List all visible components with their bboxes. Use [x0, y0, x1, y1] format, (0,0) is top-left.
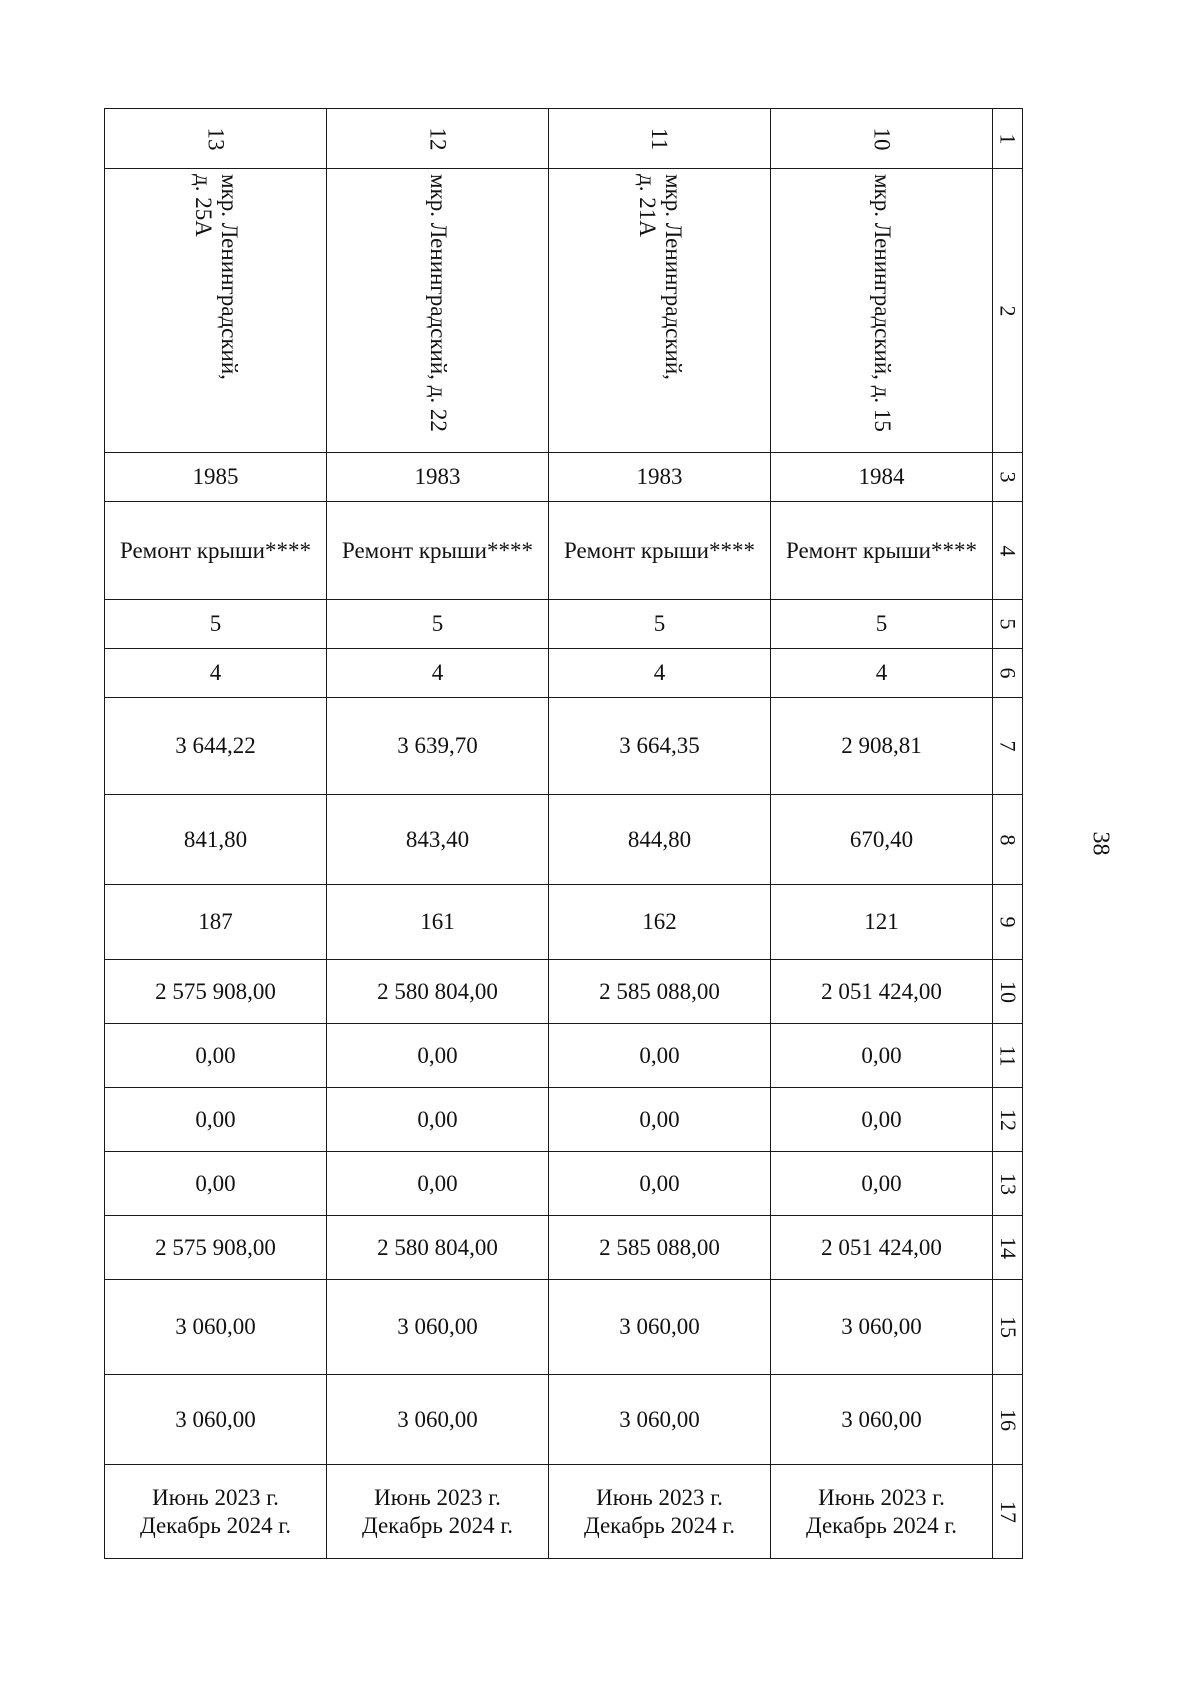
cell-period: Июнь 2023 г. Декабрь 2024 г. — [549, 1465, 771, 1559]
cell-fund-owner: 2 575 908,00 — [105, 1216, 327, 1280]
cell-total-area: 2 908,81 — [771, 698, 993, 795]
cell-total-area: 3 664,35 — [549, 698, 771, 795]
cell-address: мкр. Ленинградский, д. 21А — [549, 169, 771, 453]
cell-unit-cost-max: 3 060,00 — [549, 1375, 771, 1465]
table-row-residents — [105, 885, 1023, 960]
row-index: 7 — [993, 698, 1023, 795]
cell-residents: 161 — [327, 885, 549, 960]
cell-fund-b: 0,00 — [327, 1088, 549, 1152]
row-index: 5 — [993, 600, 1023, 649]
cell-num: 10 — [771, 109, 993, 169]
row-index: 3 — [993, 453, 1023, 502]
table-row-total-area — [105, 698, 1023, 795]
table-row-address — [105, 169, 1023, 453]
cell-fund-c: 0,00 — [771, 1152, 993, 1216]
cell-cost-total: 2 575 908,00 — [105, 960, 327, 1024]
row-index: 6 — [993, 649, 1023, 698]
cell-year: 1984 — [771, 453, 993, 502]
page-number: 38 — [1087, 831, 1114, 856]
row-index: 13 — [993, 1152, 1023, 1216]
cell-entrances: 4 — [549, 649, 771, 698]
cell-fund-a: 0,00 — [327, 1024, 549, 1088]
cell-address: мкр. Ленинградский, д. 15 — [771, 169, 993, 453]
table-row-unit-cost-max — [105, 1375, 1023, 1465]
row-index: 11 — [993, 1024, 1023, 1088]
cell-work-type: Ремонт крыши**** — [549, 502, 771, 600]
cell-unit-cost-max: 3 060,00 — [327, 1375, 549, 1465]
row-index: 2 — [993, 169, 1023, 453]
cell-work-type: Ремонт крыши**** — [327, 502, 549, 600]
cell-period: Июнь 2023 г. Декабрь 2024 г. — [327, 1465, 549, 1559]
cell-entrances: 4 — [105, 649, 327, 698]
cell-unit-cost: 3 060,00 — [771, 1280, 993, 1375]
row-index: 17 — [993, 1465, 1023, 1559]
cell-roof-area: 841,80 — [105, 795, 327, 885]
cell-unit-cost-max: 3 060,00 — [771, 1375, 993, 1465]
cell-year: 1985 — [105, 453, 327, 502]
cell-fund-b: 0,00 — [771, 1088, 993, 1152]
cell-fund-c: 0,00 — [327, 1152, 549, 1216]
table-row-period — [105, 1465, 1023, 1559]
cell-cost-total: 2 051 424,00 — [771, 960, 993, 1024]
cell-num: 13 — [105, 109, 327, 169]
cell-work-type: Ремонт крыши**** — [771, 502, 993, 600]
row-index: 14 — [993, 1216, 1023, 1280]
table-row-unit-cost — [105, 1280, 1023, 1375]
cell-cost-total: 2 580 804,00 — [327, 960, 549, 1024]
table-row-roof-area — [105, 795, 1023, 885]
cell-fund-c: 0,00 — [549, 1152, 771, 1216]
row-index: 1 — [993, 109, 1023, 169]
cell-total-area: 3 639,70 — [327, 698, 549, 795]
cell-roof-area: 844,80 — [549, 795, 771, 885]
cell-fund-owner: 2 051 424,00 — [771, 1216, 993, 1280]
cell-roof-area: 843,40 — [327, 795, 549, 885]
cell-work-type: Ремонт крыши**** — [105, 502, 327, 600]
cell-residents: 187 — [105, 885, 327, 960]
cell-num: 11 — [549, 109, 771, 169]
cell-floors: 5 — [549, 600, 771, 649]
row-index: 8 — [993, 795, 1023, 885]
table-row-entrances — [105, 649, 1023, 698]
cell-floors: 5 — [327, 600, 549, 649]
cell-fund-owner: 2 585 088,00 — [549, 1216, 771, 1280]
cell-fund-c: 0,00 — [105, 1152, 327, 1216]
table-row-fund-owner — [105, 1216, 1023, 1280]
table-row-fund-a — [105, 1024, 1023, 1088]
cell-period: Июнь 2023 г. Декабрь 2024 г. — [771, 1465, 993, 1559]
cell-fund-b: 0,00 — [549, 1088, 771, 1152]
cell-floors: 5 — [771, 600, 993, 649]
cell-fund-a: 0,00 — [105, 1024, 327, 1088]
table-row-year — [105, 453, 1023, 502]
row-index: 12 — [993, 1088, 1023, 1152]
cell-period: Июнь 2023 г. Декабрь 2024 г. — [105, 1465, 327, 1559]
cell-cost-total: 2 585 088,00 — [549, 960, 771, 1024]
cell-unit-cost: 3 060,00 — [549, 1280, 771, 1375]
cell-address: мкр. Ленинградский, д. 22 — [327, 169, 549, 453]
cell-unit-cost: 3 060,00 — [327, 1280, 549, 1375]
repair-program-table — [104, 108, 1023, 1559]
cell-num: 12 — [327, 109, 549, 169]
table-row-floors — [105, 600, 1023, 649]
cell-fund-owner: 2 580 804,00 — [327, 1216, 549, 1280]
table-row-number — [105, 109, 1023, 169]
cell-residents: 121 — [771, 885, 993, 960]
cell-entrances: 4 — [327, 649, 549, 698]
cell-entrances: 4 — [771, 649, 993, 698]
cell-total-area: 3 644,22 — [105, 698, 327, 795]
cell-roof-area: 670,40 — [771, 795, 993, 885]
row-index: 16 — [993, 1375, 1023, 1465]
table-row-fund-b — [105, 1088, 1023, 1152]
cell-address: мкр. Ленинградский, д. 25А — [105, 169, 327, 453]
cell-floors: 5 — [105, 600, 327, 649]
cell-fund-a: 0,00 — [771, 1024, 993, 1088]
cell-year: 1983 — [549, 453, 771, 502]
row-index: 15 — [993, 1280, 1023, 1375]
cell-fund-b: 0,00 — [105, 1088, 327, 1152]
row-index: 9 — [993, 885, 1023, 960]
cell-fund-a: 0,00 — [549, 1024, 771, 1088]
cell-residents: 162 — [549, 885, 771, 960]
row-index: 4 — [993, 502, 1023, 600]
table-row-fund-c — [105, 1152, 1023, 1216]
cell-unit-cost: 3 060,00 — [105, 1280, 327, 1375]
row-index: 10 — [993, 960, 1023, 1024]
cell-unit-cost-max: 3 060,00 — [105, 1375, 327, 1465]
table-row-cost-total — [105, 960, 1023, 1024]
cell-year: 1983 — [327, 453, 549, 502]
table-row-work-type — [105, 502, 1023, 600]
